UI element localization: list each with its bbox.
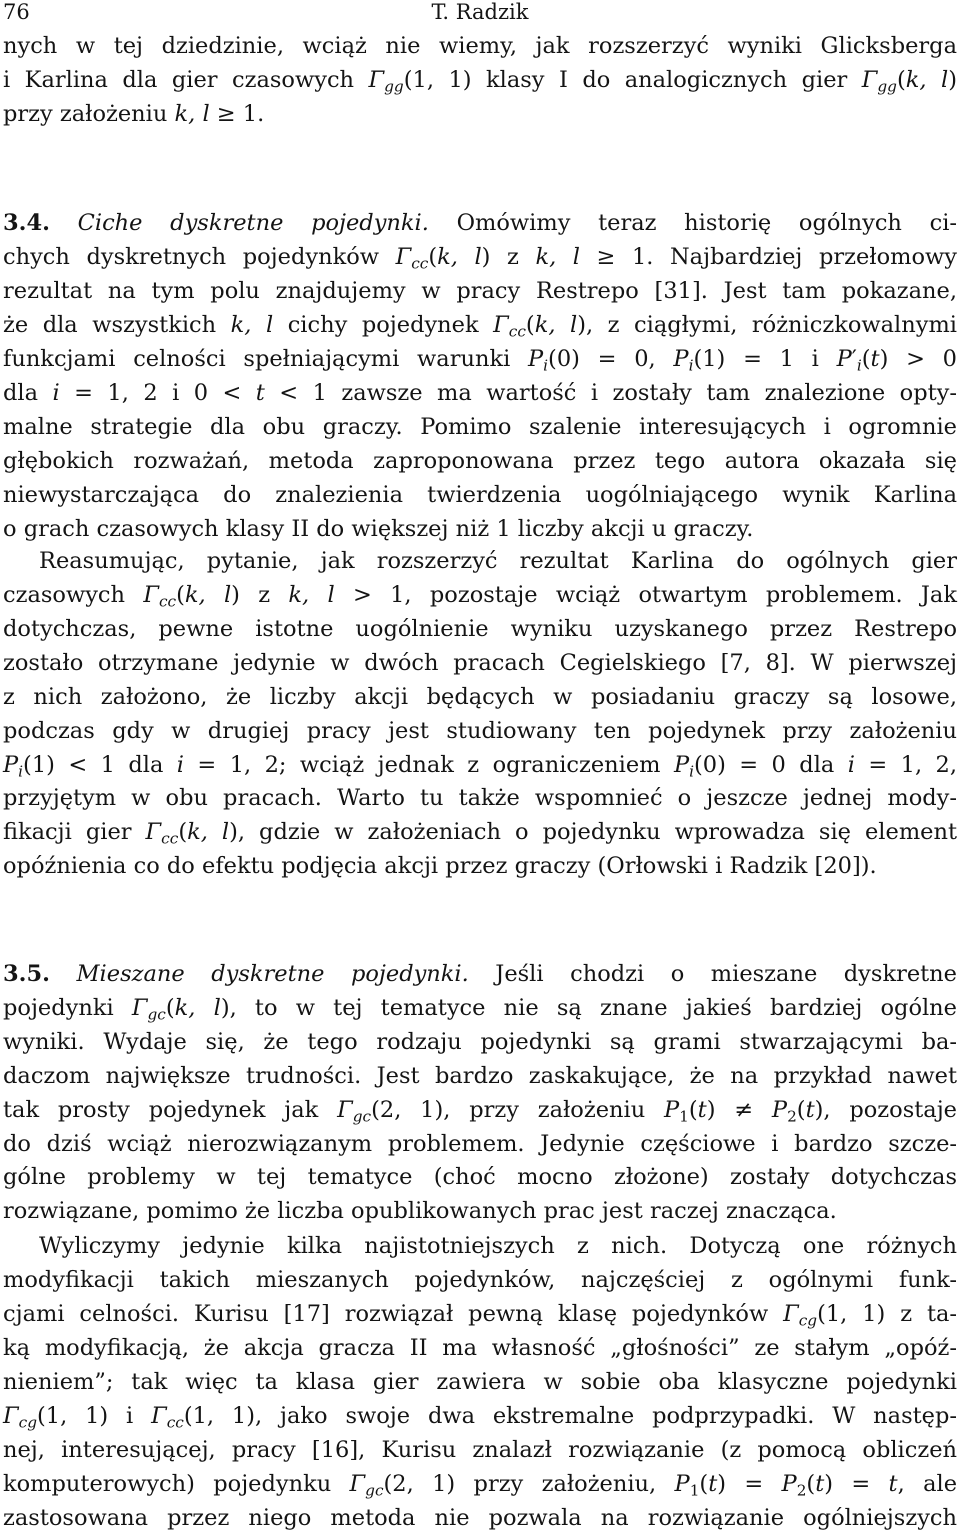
text-line: nych w tej dziedzinie, wciąż nie wiemy, jak rozszerzyć wyniki Glicksberga (3, 33, 957, 60)
text-line: że dla wszystkich k, l cichy pojedynek $\Gamma_{cc}(k$, l), z ciągłymi, różniczkowalnymi (3, 312, 957, 341)
text-line: 3.4. Ciche dyskretne pojedynki. Omówimy teraz historię ogólnych ci- (3, 210, 957, 237)
text-line: modyfikacji takich mieszanych pojedynków, najczęściej z ogólnymi funk- (3, 1266, 957, 1293)
text-line: z nich założono, że liczby akcji będących w posiadaniu graczy są losowe, (3, 684, 957, 710)
running-head-author: T. Radzik (431, 0, 529, 24)
text-line: do dziś wciąż nierozwiązanym problemem. Jedynie częściowe i bardzo szcze- (3, 1131, 957, 1158)
text-line: czasowych $\Gamma_{cc}(k$, l) z k, l > 1, pozostaje wciąż otwartym problemem. Jak (3, 581, 957, 611)
text-line: tak prosty pojedynek jak $\Gamma_{gc}(2$, 1), przy założeniu $P_1(t) \ne P_2(t)$, pozostaje (3, 1097, 957, 1126)
text-line: zostało otrzymane jedynie w dwóch pracach Cegielskiego [7, 8]. W pierwszej (3, 650, 957, 676)
text-line: pojedynki $\Gamma_{gc}(k$, l), to w tej tematyce nie są znane jakieś bardziej ogólne (3, 995, 957, 1024)
text-line: komputerowych) pojedynku $\Gamma_{gc}(2$, 1) przy założeniu, $P_1(t) = P_2(t) = t$, ale (3, 1470, 958, 1500)
text-line: rezultat na tym polu znajdujemy w pracy Restrepo [31]. Jest tam pokazane, (3, 278, 957, 305)
text-line: Wyliczymy jedynie kilka najistotniejszych z nich. Dotyczą one różnych (39, 1232, 957, 1259)
text-line: przyjętym w obu pracach. Warto tu także wspomnieć o jeszcze jednej mody- (3, 785, 957, 812)
text-line: $P_i(1) < 1$ dla i = 1, 2; wciąż jednak z ograniczeniem $P_i(0) = 0$ dla i = 1, 2, (3, 752, 957, 781)
text-line: rozwiązane, pomimo że liczba opublikowanych prac jest raczej znacząca. (3, 1198, 837, 1225)
text-line: głębokich rozważań, metoda zaproponowana przez tego autora okazała się (3, 447, 957, 474)
page-number: 76 (3, 0, 30, 24)
text-line: i Karlina dla gier czasowych $\Gamma_{gg}(1$, 1) klasy I do analogicznych gier $\Gamma_{gg}(k$, l) (3, 66, 957, 96)
text-line: malne strategie dla obu graczy. Pomimo szalenie interesujących i ogromnie (3, 413, 957, 440)
text-line: fikacji gier $\Gamma_{cc}(k$, l), gdzie w założeniach o pojedynku wprowadza się element (3, 819, 957, 848)
text-line: 3.5. Mieszane dyskretne pojedynki. Jeśli chodzi o mieszane dyskretne (3, 961, 957, 988)
running-header (0, 0, 960, 28)
text-line: $\Gamma_{cg}(1$, 1) i $\Gamma_{cc}(1$, 1), jako swoje dwa ekstremalne podprzypadki. W następ- (3, 1402, 957, 1432)
text-line: dla i = 1, 2 i 0 < t < 1 zawsze ma wartość i zostały tam znalezione opty- (3, 380, 957, 407)
text-line: zastosowana przez niego metoda nie pozwala na rozwiązanie ogólniejszych (3, 1504, 957, 1531)
text-line: dotychczas, pewne istotne uogólnienie wyniku uzyskanego przez Restrepo (3, 615, 957, 642)
text-line: ką modyfikacją, że akcja gracza II ma własność „głośności” ze stałym „opóź- (3, 1334, 957, 1361)
text-line: opóźnienia co do efektu podjęcia akcji przez graczy (Orłowski i Radzik [20]). (3, 853, 877, 880)
text-line: gólne problemy w tej tematyce (choć mocno złożone) zostały dotychczas (3, 1164, 957, 1191)
text-line: chych dyskretnych pojedynków $\Gamma_{cc}(k$, l) z k, l ≥ 1. Najbardziej przełomowy (3, 244, 957, 273)
text-line: podczas gdy w drugiej pracy jest studiowany ten pojedynek przy założeniu (3, 718, 957, 744)
text-line: Reasumując, pytanie, jak rozszerzyć rezultat Karlina do ogólnych gier (39, 547, 957, 574)
text-line: funkcjami celności spełniającymi warunki $P_i(0) = 0$, $P_i(1) = 1$ i $P'_i(t) > 0$ (3, 346, 957, 375)
text-line: przy założeniu k, l ≥ 1. (3, 100, 265, 127)
text-line: daczom największe trudności. Jest bardzo zaskakujące, że na przykład nawet (3, 1063, 957, 1090)
text-line: niewystarczająca do znalezienia twierdzenia uogólniającego wynik Karlina (3, 481, 957, 508)
text-line: wyniki. Wydaje się, że tego rodzaju pojedynki są grami stwarzającymi ba- (3, 1029, 957, 1056)
text-line: nej, interesującej, pracy [16], Kurisu znalazł rozwiązanie (z pomocą obliczeń (3, 1436, 957, 1463)
text-line: nieniem”; tak więc ta klasa gier zawiera w sobie oba klasyczne pojedynki (3, 1368, 957, 1395)
text-line: o grach czasowych klasy II do większej niż 1 liczby akcji u graczy. (3, 515, 754, 542)
text-line: cjami celności. Kurisu [17] rozwiązał pewną klasę pojedynków $\Gamma_{cg}(1$, 1) z ta- (3, 1300, 958, 1330)
